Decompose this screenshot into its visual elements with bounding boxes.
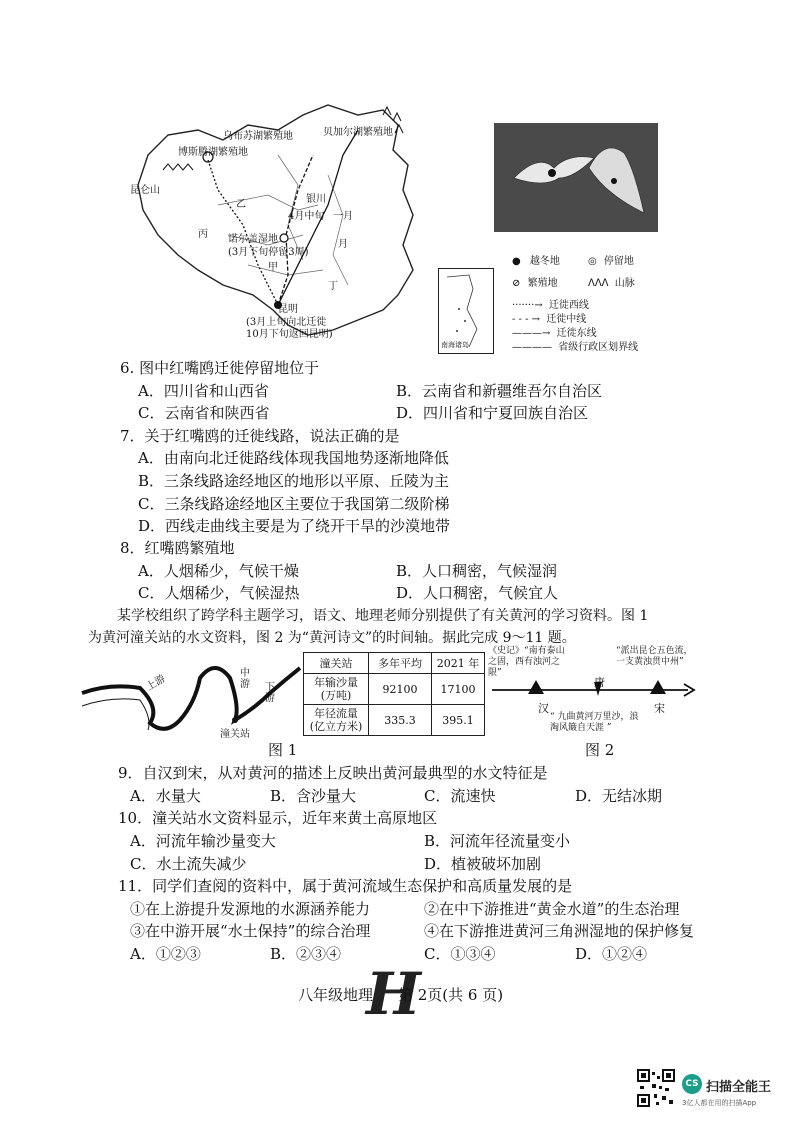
q8-option-c: C．人烟稀少，气候湿热: [138, 584, 300, 602]
stopover-circle-icon: ◎: [588, 256, 597, 267]
label-bing: 丙: [198, 229, 208, 240]
q7-option-c: C．三条线路途经地区主要位于我国第二级阶梯: [138, 495, 450, 513]
table-cell: 335.3: [369, 705, 432, 736]
label-yi: 乙: [236, 199, 246, 210]
label-beijiaer: 贝加尔湖繁殖地: [323, 127, 393, 138]
figure-1-river: [80, 648, 302, 738]
label-ruoer: 诺尔盖湿地: [228, 234, 278, 245]
q11-item-1: ①在上游提升发源地的水源涵养能力: [130, 900, 371, 918]
label-kunlun: 昆仑山: [130, 185, 160, 196]
breeding-hatched-icon: ⊘: [512, 278, 521, 289]
q8-option-b: B．人口稠密，气候湿润: [396, 562, 558, 580]
gull-photo: [494, 123, 658, 232]
label-month4: 4月中旬: [288, 211, 325, 222]
migration-map: [128, 95, 438, 355]
table-cell: 年径流量(亿立方米): [304, 705, 369, 736]
figure-1-caption: 图 1: [268, 741, 298, 759]
legend-wintering: ● 越冬地: [512, 256, 560, 267]
south-sea-inset: [438, 268, 494, 354]
label-midstream: 中游: [240, 668, 250, 690]
west-line-icon: ·······→: [512, 300, 543, 311]
q6-option-d: D．四川省和宁夏回族自治区: [396, 404, 589, 422]
q11-option-a: A．①②③: [130, 945, 201, 963]
legend-breeding: ⊘ 繁殖地: [512, 278, 558, 289]
q9-option-c: C．流速快: [424, 787, 496, 805]
table-cell: 年输沙量(万吨): [304, 674, 369, 705]
boundary-line-icon: ————: [512, 342, 552, 353]
q10-option-d: D．植被破坏加剧: [424, 855, 542, 873]
camscanner-logo-icon: CS: [682, 1074, 702, 1094]
q9-stem: 9．自汉到宋，从对黄河的描述上反映出黄河最典型的水文特征是: [118, 764, 548, 782]
label-downstream: 下游: [265, 682, 275, 704]
legend-east: ———→ 迁徙东线: [512, 328, 597, 339]
q11-option-b: B．②③④: [270, 945, 342, 963]
scanner-tagline: 3亿人都在用的扫描App: [682, 1099, 757, 1107]
table-cell: 92100: [369, 674, 432, 705]
q7-option-d: D．西线走曲线主要是为了绕开干旱的沙漠地带: [138, 517, 451, 535]
q11-stem: 11．同学们查阅的资料中，属于黄河流域生态保护和高质量发展的是: [118, 877, 573, 895]
label-wusu: 乌布苏湖繁殖地: [223, 131, 293, 142]
mountain-icon: ᐱᐱᐱ: [588, 278, 609, 289]
map-legend: [438, 240, 662, 355]
quote-kunlun: “派出昆仑五色流，一支黄浊贯中州”: [616, 646, 693, 667]
q11-option-c: C．①③④: [424, 945, 496, 963]
legend-west: ·······→ 迁徙西线: [512, 300, 589, 311]
intro-line-2: 为黄河潼关站的水文资料，图 2 为“黄河诗文”的时间轴。据此完成 9～11 题。: [88, 630, 576, 646]
label-yinchuan: 银川: [306, 194, 326, 205]
east-line-icon: ———→: [512, 328, 551, 339]
label-jia: 甲: [268, 262, 278, 273]
quote-jiuqu: “ 九曲黄河万里沙，浪淘风簸自天涯 ”: [550, 712, 639, 733]
label-tang: 唐: [594, 676, 605, 689]
label-yue1: 一月: [333, 211, 353, 222]
table-header-row: [304, 653, 485, 674]
label-ding: 丁: [328, 281, 338, 292]
q6-stem: 6. 图中红嘴鸥迁徙停留地位于: [120, 359, 320, 377]
q8-option-d: D．人口稠密，气候宜人: [396, 584, 559, 602]
q11-item-3: ③在中游开展“水土保持”的综合治理: [130, 922, 371, 940]
scanner-brand: 扫描全能王: [706, 1080, 772, 1095]
intro-line-1: 某学校组织了跨学科主题学习，语文、地理老师分别提供了有关黄河的学习资料。图 1: [117, 608, 649, 624]
quote-shiji: 《史记》“南有泰山之固，西有浊河之限”: [488, 646, 565, 678]
label-kunming-note1: (3月上旬向北迁徙: [246, 317, 327, 328]
footer-page-number: 第 2页(共 6 页): [398, 986, 504, 1004]
q11-option-d: D．①②④: [575, 945, 648, 963]
hydrology-table: [303, 652, 485, 736]
label-han: 汉: [538, 702, 549, 715]
label-kunming: 昆明: [278, 304, 298, 315]
footer-h-mark: H: [366, 960, 421, 1028]
q7-stem: 7．关于红嘴鸥的迁徙线路，说法正确的是: [120, 427, 400, 445]
table-cell: 17100: [432, 674, 485, 705]
legend-middle: - - - → 迁徙中线: [512, 314, 587, 325]
wintering-dot-icon: ●: [512, 256, 521, 267]
middle-line-icon: - - - →: [512, 314, 541, 325]
q9-option-d: D．无结冰期: [575, 787, 663, 805]
label-bositeng: 博斯腾湖繁殖地: [178, 147, 248, 158]
table-header: 潼关站: [304, 653, 369, 674]
q8-option-a: A．人烟稀少，气候干燥: [138, 562, 299, 580]
label-tongguan-station: 潼关站: [220, 729, 250, 740]
timeline-axis: [488, 676, 698, 706]
legend-stopover: ◎ 停留地: [588, 256, 634, 267]
inset-label: 南海诸岛: [441, 341, 469, 349]
q10-option-a: A．河流年输沙量变大: [130, 832, 276, 850]
q6-option-b: B．云南省和新疆维吾尔自治区: [396, 382, 603, 400]
q10-option-c: C．水土流失减少: [130, 855, 247, 873]
q9-option-a: A．水量大: [130, 787, 201, 805]
table-header: 多年平均: [369, 653, 432, 674]
label-kunming-note2: 10月下旬返回昆明): [246, 329, 333, 340]
q6-option-c: C．云南省和陕西省: [138, 404, 270, 422]
q8-stem: 8．红嘴鸥繁殖地: [120, 539, 235, 557]
table-row: [304, 674, 485, 705]
qr-code-icon: [636, 1068, 676, 1108]
table-cell: 395.1: [432, 705, 485, 736]
label-song: 宋: [654, 702, 665, 715]
table-header: 2021 年: [432, 653, 485, 674]
q11-item-2: ②在中下游推进“黄金水道”的生态治理: [424, 900, 680, 918]
q6-option-a: A．四川省和山西省: [138, 382, 269, 400]
legend-mountain: ᐱᐱᐱ 山脉: [588, 278, 635, 289]
q10-option-b: B．河流年径流量变小: [424, 832, 571, 850]
q10-stem: 10．潼关站水文资料显示，近年来黄土高原地区: [118, 809, 438, 827]
q7-option-b: B．三条线路途经地区的地形以平原、丘陵为主: [138, 472, 450, 490]
figure-2-caption: 图 2: [585, 741, 615, 759]
q9-option-b: B．含沙量大: [270, 787, 357, 805]
q7-option-a: A．由南向北迁徙路线体现我国地势逐渐地降低: [138, 449, 449, 467]
table-row: [304, 705, 485, 736]
label-upstream: 上游: [144, 673, 168, 693]
label-yue2: 月: [338, 239, 348, 250]
footer-subject: 八年级地理: [298, 986, 374, 1004]
q11-item-4: ④在下游推进黄河三角洲湿地的保护修复: [424, 922, 695, 940]
legend-boundary: ———— 省级行政区划界线: [512, 342, 639, 353]
label-ruoer-note: (3月下旬停留3周): [228, 247, 309, 258]
figure-2-timeline: [488, 646, 698, 740]
